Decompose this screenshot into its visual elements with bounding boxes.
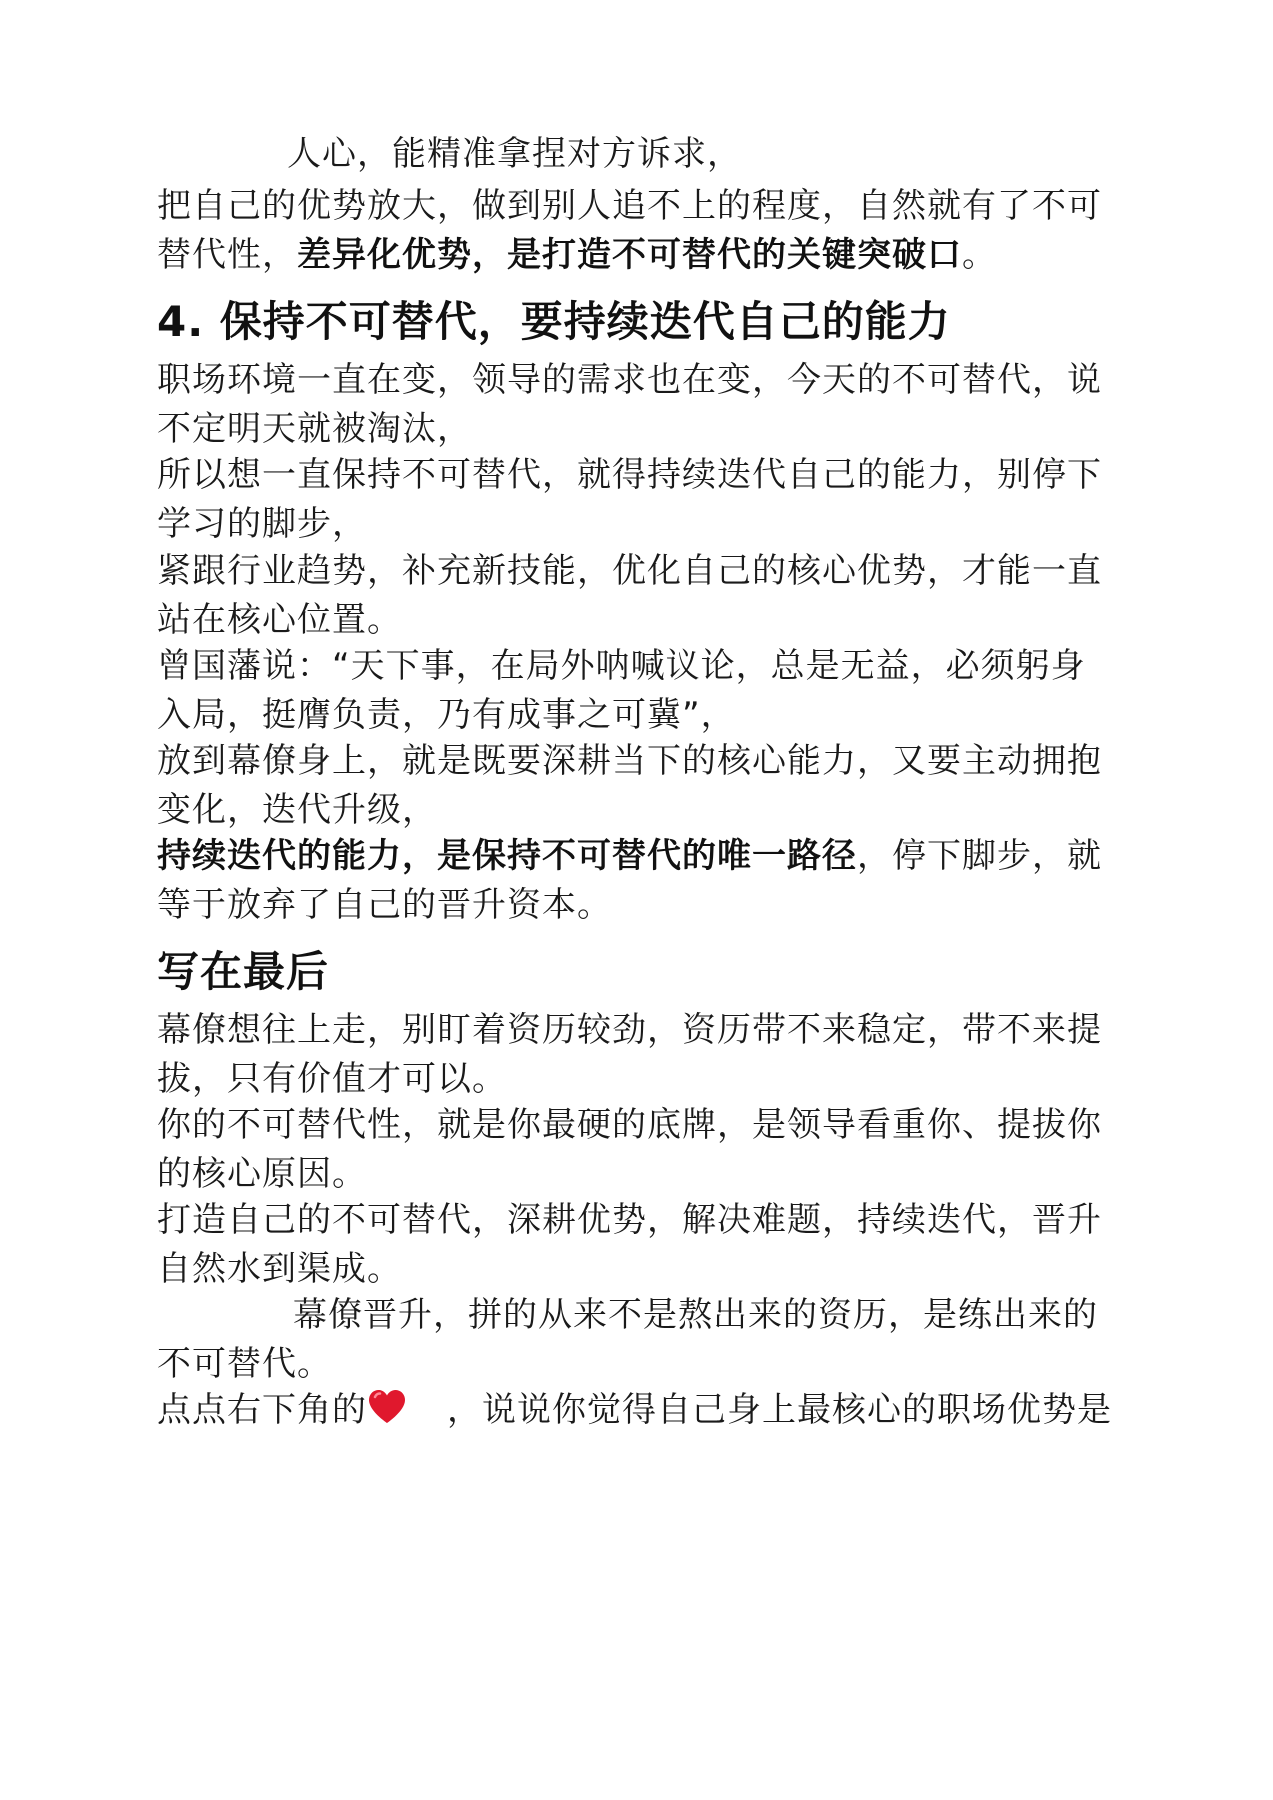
bold-emphasis: 差异化优势，是打造不可替代的关键突破口 [297, 235, 962, 275]
paragraph-text: 点点右下角的 [157, 1390, 367, 1430]
paragraph-text: ，停下脚步，就等于放弃了自己的晋升资本。 [157, 836, 1102, 925]
paragraph [157, 1196, 1117, 1294]
bold-emphasis: 持续迭代的能力，是保持不可替代的唯一路径 [157, 836, 857, 876]
paragraph [157, 356, 1117, 454]
paragraph-fragment [157, 130, 1117, 179]
paragraph-text: 你的不可替代性，就是你最硬的底牌，是领导看重你、提拔你的核心原因。 [157, 1105, 1102, 1194]
paragraph-text: 打造自己的不可替代，深耕优势，解决难题，持续迭代，晋升自然水到渠成。 [157, 1200, 1102, 1289]
paragraph-text: 人心，能精准拿捏对方诉求， [287, 134, 742, 174]
paragraph [157, 832, 1117, 930]
paragraph [157, 1291, 1117, 1389]
paragraph-text: 。 [962, 235, 997, 275]
paragraph-text: 幕僚想往上走，别盯着资历较劲，资历带不来稳定，带不来提拔，只有价值才可以。 [157, 1010, 1102, 1099]
section-heading: 4. 保持不可替代，要持续迭代自己的能力 [157, 297, 951, 346]
paragraph-text: 曾国藩说：“天下事，在局外呐喊议论，总是无益，必须躬身入局，挺膺负责，乃有成事之可冀”， [157, 646, 1086, 735]
paragraph [157, 547, 1117, 645]
paragraph [157, 642, 1117, 740]
paragraph [157, 182, 1117, 280]
paragraph-text: 放到幕僚身上，就是既要深耕当下的核心能力，又要主动拥抱变化，迭代升级， [157, 741, 1102, 830]
paragraph-text: 把自己的优势放大，做到别人追不上的程度，自然就有了不可替代性， [157, 186, 1102, 275]
paragraph [157, 1006, 1117, 1104]
paragraph [157, 1101, 1117, 1199]
paragraph-text: 所以想一直保持不可替代，就得持续迭代自己的能力，别停下学习的脚步， [157, 455, 1102, 544]
paragraph [157, 1386, 1117, 1435]
heart-icon [367, 1389, 407, 1425]
paragraph [157, 737, 1117, 835]
paragraph [157, 451, 1117, 549]
section-heading: 写在最后 [157, 947, 330, 996]
paragraph-text: 职场环境一直在变，领导的需求也在变，今天的不可替代，说不定明天就被淘汰， [157, 360, 1102, 449]
paragraph-text: 紧跟行业趋势，补充新技能，优化自己的核心优势，才能一直站在核心位置。 [157, 551, 1102, 640]
paragraph-text: ，说说你觉得自己身上最核心的职场优势是 [447, 1390, 1112, 1430]
paragraph-text: 幕僚晋升，拼的从来不是熬出来的资历，是练出来的不可替代。 [157, 1295, 1098, 1384]
